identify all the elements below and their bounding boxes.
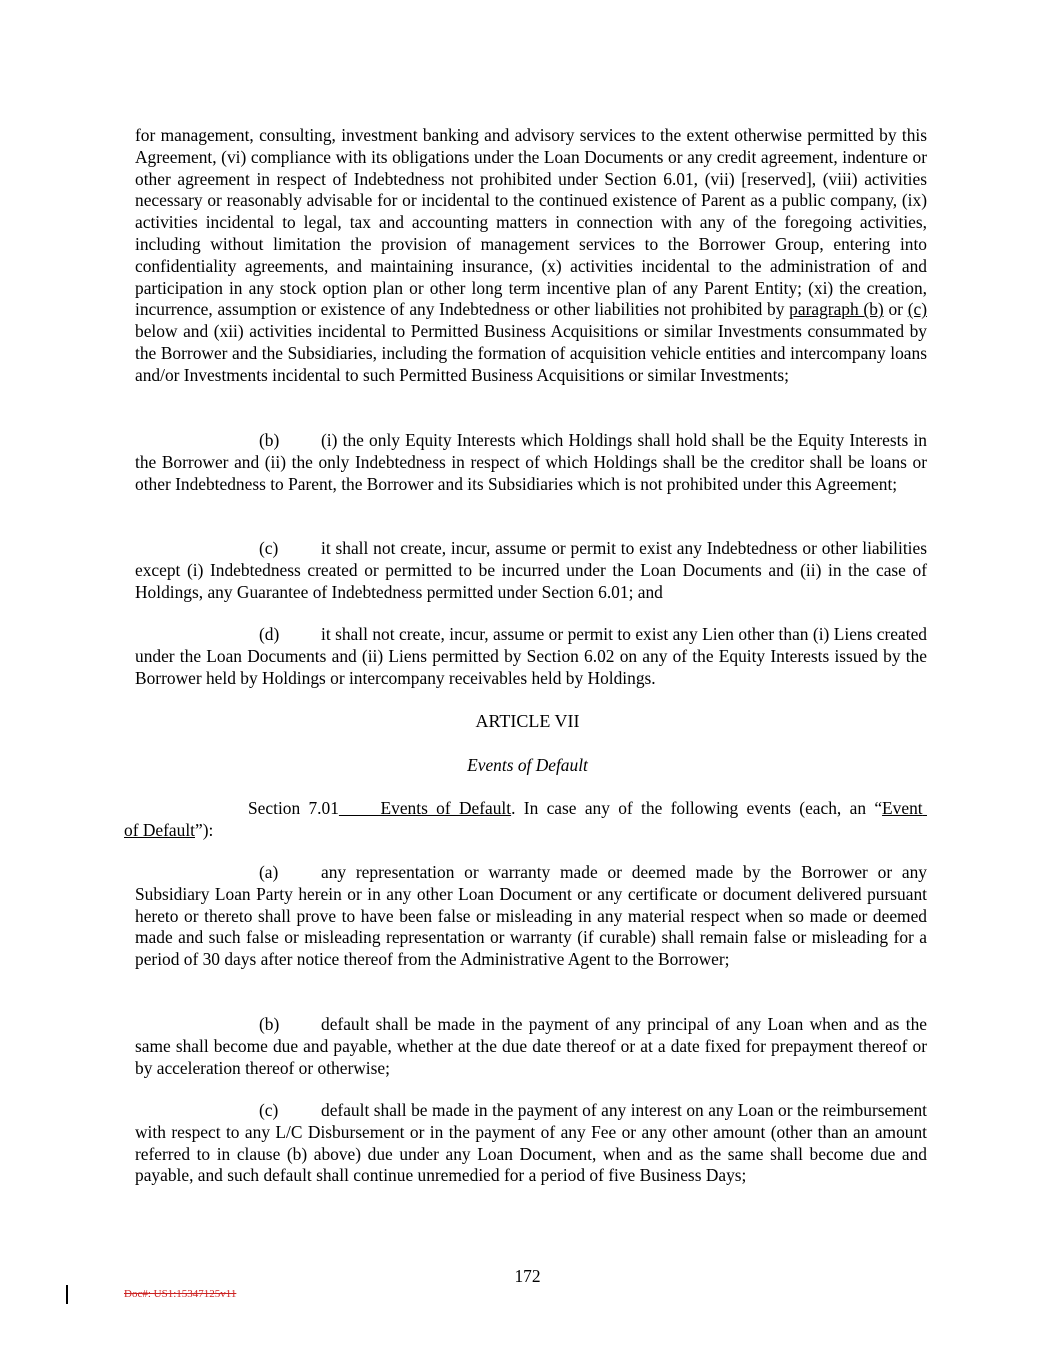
event-b [135, 1014, 927, 1079]
clause-text: it shall not create, incur, assume or permit to exist any Indebtedness or other liabilities except (i) Indebtedness created or permitted to be incurred under the Loan Documents and (ii) in the case of Holdings, any Guarantee of Indebtedness permitted under Section 6.01; and [135, 538, 927, 602]
event-c [135, 1100, 927, 1187]
section-end: ”): [194, 819, 214, 840]
paragraph-text: below and (xii) activities incidental to Permitted Business Acquisitions or similar Investments consummated by the Borrower and the Subsidiaries, including the formation of acquisition vehicle entities and intercompany loans and/or Investments incidental to such Permitted Business Acquisitions or similar Investments; [135, 321, 927, 385]
clause-text: any representation or warranty made or deemed made by the Borrower or any Subsidiary Loan Party herein or in any other Loan Document or any certificate or document delivered pursuant hereto or thereto shall prove to have been false or misleading in any material respect when so made or deemed made and such false or misleading representation or warranty (if curable) shall remain false or misleading for a period of 30 days after notice thereof from the Administrative Agent to the Borrower; [135, 862, 927, 970]
clause-label: (b) [259, 1014, 280, 1034]
paragraph-text: or [883, 299, 908, 320]
clause-label: (a) [259, 862, 279, 882]
clause-c [135, 538, 927, 603]
cross-reference-paragraph-b: paragraph (b) [789, 299, 884, 320]
clause-label: (b) [259, 430, 280, 450]
paragraph-text: for management, consulting, investment banking and advisory services to the extent otherwise permitted by this Agreement, (vi) compliance with its obligations under the Loan Documents or any credit agreement, indenture or other agreement in respect of Indebtedness not prohibited under Section 6.01, (vii) [reserved], (viii) activities necessary or reasonably advisable for or incidental to the continued existence of Parent as a public company, (ix) activities incidental to legal, tax and accounting matters in connection with any of the foregoing activities, including without limitation the provision of management services to the Borrower Group, entering into confidentiality agreements, and maintaining insurance, (x) activities incidental to the administration of and participation in any stock option plan or other long term incentive plan of any Parent Entity; (xi) the creation, incurrence, assumption or existence of any Indebtedness or other liabilities not prohibited by [135, 125, 927, 320]
defined-term: of Default [124, 819, 195, 840]
clause-text: default shall be made in the payment of any interest on any Loan or the reimbursement with respect to any L/C Disbursement or in the payment of any Fee or any other amount (other than an amount referred to in clause (b) above) due under any Loan Document, when and as the same shall become due and payable, and such default shall continue unremedied for a period of five Business Days; [135, 1100, 927, 1186]
clause-label: (c) [259, 1100, 279, 1120]
page-number: 172 [514, 1266, 541, 1286]
clause-label: (d) [259, 624, 280, 644]
clause-b [135, 430, 927, 495]
paragraph-continuation [135, 125, 927, 387]
cross-reference-paragraph-c: (c) [907, 299, 927, 320]
clause-text: default shall be made in the payment of any principal of any Loan when and as the same shall become due and payable, whether at the due date thereof or at a date fixed for prepayment thereof or by acceleration thereof or otherwise; [135, 1014, 927, 1078]
article-heading: ARTICLE VII [475, 711, 580, 731]
event-a [135, 862, 927, 971]
document-id: Doc#: US1:15347125v11 [124, 1288, 237, 1300]
section-intro: . In case any of the following events (each, an “ [511, 798, 883, 818]
section-number: Section 7.01 [248, 798, 339, 818]
section-first-line [124, 798, 927, 820]
clause-text: (i) the only Equity Interests which Holdings shall hold shall be the Equity Interests in the Borrower and (ii) the only Indebtedness in respect of which Holdings shall be the creditor shall be loans or other Indebtedness to Parent, the Borrower and its Subsidiaries which is not prohibited under this Agreement; [135, 430, 927, 494]
change-bar [66, 1285, 68, 1304]
article-subtitle: Events of Default [467, 755, 588, 775]
section-second-line [124, 820, 213, 840]
clause-text: it shall not create, incur, assume or permit to exist any Lien other than (i) Liens created under the Loan Documents and (ii) Liens permitted by Section 6.02 on any of the Equity Interests issued by the Borrower held by Holdings or intercompany receivables held by Holdings. [135, 624, 927, 688]
section-7-01-heading [124, 798, 927, 842]
clause-label: (c) [259, 538, 279, 558]
section-title: Events of Default [380, 798, 512, 818]
clause-d [135, 624, 927, 689]
defined-term: Event [882, 798, 923, 818]
